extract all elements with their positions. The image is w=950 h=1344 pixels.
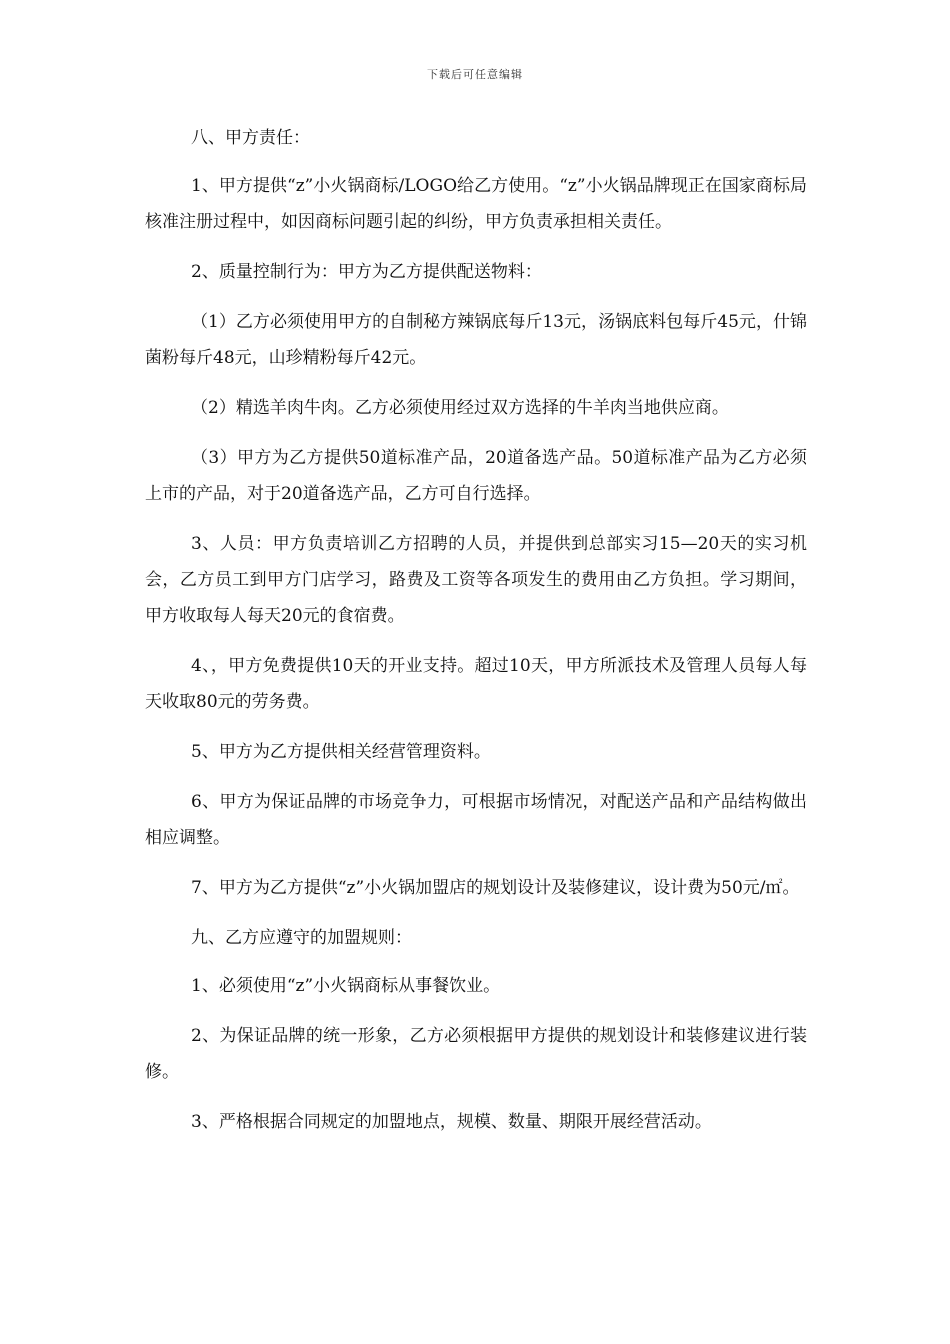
section-heading: 九、乙方应遵守的加盟规则： (191, 928, 412, 948)
clause-paragraph: 4、，甲方免费提供10天的开业支持。超过10天，甲方所派技术及管理人员每人每天收取80元的劳务费。 (145, 656, 807, 712)
clause-paragraph: （1）乙方必须使用甲方的自制秘方辣锅底每斤13元，汤锅底料包每斤45元，什锦菌粉每斤48元，山珍精粉每斤42元。 (145, 312, 807, 368)
clause-paragraph: （2）精选羊肉牛肉。乙方必须使用经过双方选择的牛羊肉当地供应商。 (191, 398, 729, 418)
document-body (145, 120, 807, 1154)
section-heading: 八、甲方责任： (191, 128, 310, 148)
clause-paragraph: 5、甲方为乙方提供相关经营管理资料。 (191, 742, 491, 762)
clause-paragraph: 7、甲方为乙方提供“z”小火锅加盟店的规划设计及装修建议，设计费为50元/㎡。 (191, 878, 800, 898)
clause-paragraph: 1、甲方提供“z”小火锅商标/LOGO给乙方使用。“z”小火锅品牌现正在国家商标局核准注册过程中，如因商标问题引起的纠纷，甲方负责承担相关责任。 (145, 176, 807, 232)
clause-paragraph: 6、甲方为保证品牌的市场竞争力，可根据市场情况，对配送产品和产品结构做出相应调整。 (145, 792, 807, 848)
clause-paragraph: 2、质量控制行为：甲方为乙方提供配送物料： (191, 262, 542, 282)
clause-paragraph: 1、必须使用“z”小火锅商标从事餐饮业。 (191, 976, 501, 996)
clause-paragraph: 2、为保证品牌的统一形象，乙方必须根据甲方提供的规划设计和装修建议进行装修。 (145, 1026, 807, 1082)
clause-paragraph: （3）甲方为乙方提供50道标准产品，20道备选产品。50道标准产品为乙方必须上市的产品，对于20道备选产品，乙方可自行选择。 (145, 448, 807, 504)
clause-paragraph: 3、人员：甲方负责培训乙方招聘的人员，并提供到总部实习15—20天的实习机会，乙方员工到甲方门店学习，路费及工资等各项发生的费用由乙方负担。学习期间，甲方收取每人每天20元的食宿费。 (145, 534, 807, 626)
clause-paragraph: 3、严格根据合同规定的加盟地点，规模、数量、期限开展经营活动。 (191, 1112, 712, 1132)
header-note: 下载后可任意编辑 (427, 68, 523, 81)
